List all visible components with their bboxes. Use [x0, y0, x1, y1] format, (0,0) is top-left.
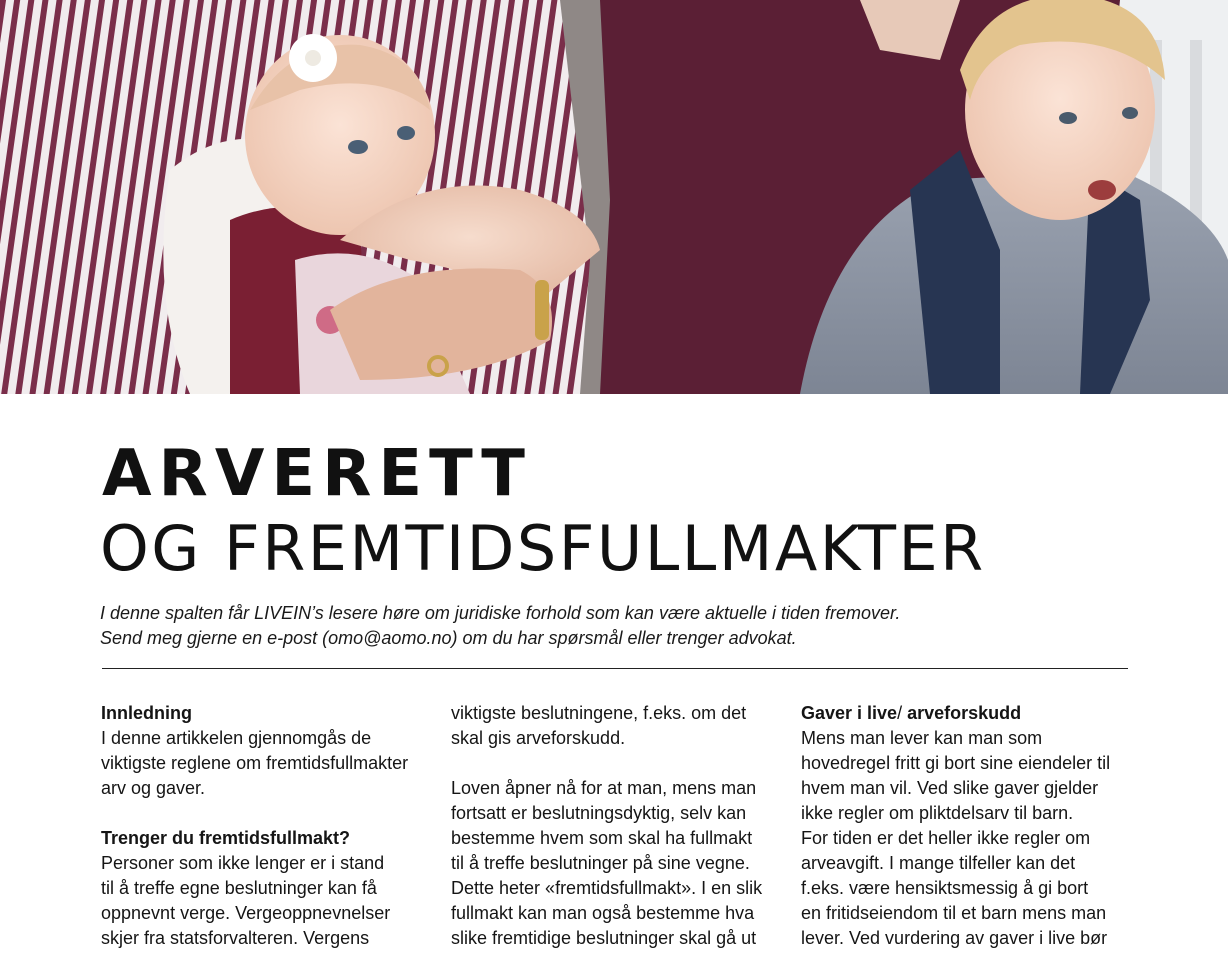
paragraph-line: oppnevnt verge. Vergeoppnevnelser — [101, 903, 391, 923]
paragraph-line: hvem man vil. Ved slike gaver gjelder — [801, 778, 1099, 798]
section-heading-gaver — [801, 701, 1131, 726]
paragraph-line: hovedregel fritt gi bort sine eiendeler til — [801, 753, 1111, 773]
article-column-2 — [451, 701, 781, 951]
paragraph-line: Dette heter «fremtidsfullmakt». I en slik — [451, 878, 763, 898]
hero-photo-illustration — [0, 0, 1228, 394]
paragraph-line: slike fremtidige beslutninger skal gå ut — [451, 928, 757, 948]
intro-line-2: Send meg gjerne en e-post (omo@aomo.no) om du har spørsmål eller trenger advokat. — [100, 628, 797, 648]
paragraph-line: arveavgift. I mange tilfeller kan det — [801, 853, 1076, 873]
paragraph-line: skjer fra statsforvalteren. Vergens — [101, 928, 370, 948]
paragraph-line: skal gis arveforskudd. — [451, 728, 626, 748]
divider-rule — [102, 668, 1128, 669]
section-heading-fremtidsfullmakt: Trenger du fremtidsfullmakt? — [101, 828, 351, 848]
paragraph-line: fullmakt kan man også bestemme hva — [451, 903, 755, 923]
paragraph-line: Loven åpner nå for at man, mens man — [451, 778, 757, 798]
intro-line-1: I denne spalten får LIVEIN’s lesere høre om juridiske forhold som kan være aktuelle i tiden fremover. — [100, 603, 901, 623]
paragraph-line: lever. Ved vurdering av gaver i live bør — [801, 928, 1108, 948]
paragraph-line: viktigste beslutningene, f.eks. om det — [451, 703, 747, 723]
paragraph-gap — [101, 801, 431, 826]
heading-separator: / — [897, 703, 908, 723]
hero-photo — [0, 0, 1228, 394]
paragraph-line: ikke regler om pliktdelsarv til barn. — [801, 803, 1074, 823]
intro-text — [100, 601, 1130, 651]
title-line-2: OG FREMTIDSFULLMAKTER — [100, 512, 986, 585]
paragraph-line: I denne artikkelen gjennomgås de — [101, 728, 372, 748]
paragraph-line: til å treffe egne beslutninger kan få — [101, 878, 377, 898]
paragraph-line: fortsatt er beslutningsdyktig, selv kan — [451, 803, 747, 823]
paragraph-line: arv og gaver. — [101, 778, 206, 798]
paragraph-line: Personer som ikke lenger er i stand — [101, 853, 385, 873]
paragraph-gap — [451, 751, 781, 776]
paragraph-line: bestemme hvem som skal ha fullmakt — [451, 828, 753, 848]
paragraph-line: f.eks. være hensiktsmessig å gi bort — [801, 878, 1089, 898]
paragraph-line: viktigste reglene om fremtidsfullmakter — [101, 753, 409, 773]
paragraph-line: For tiden er det heller ikke regler om — [801, 828, 1091, 848]
paragraph-line: en fritidseiendom til et barn mens man — [801, 903, 1107, 923]
article-column-3 — [801, 701, 1131, 951]
paragraph-line: til å treffe beslutninger på sine vegne. — [451, 853, 750, 873]
title-line-1: ARVERETT — [102, 437, 532, 511]
heading-part: arveforskudd — [907, 703, 1022, 723]
paragraph-line: Mens man lever kan man som — [801, 728, 1043, 748]
section-heading-innledning: Innledning — [101, 703, 192, 723]
article-column-1 — [101, 701, 431, 951]
heading-part: Gaver i live — [801, 703, 898, 723]
